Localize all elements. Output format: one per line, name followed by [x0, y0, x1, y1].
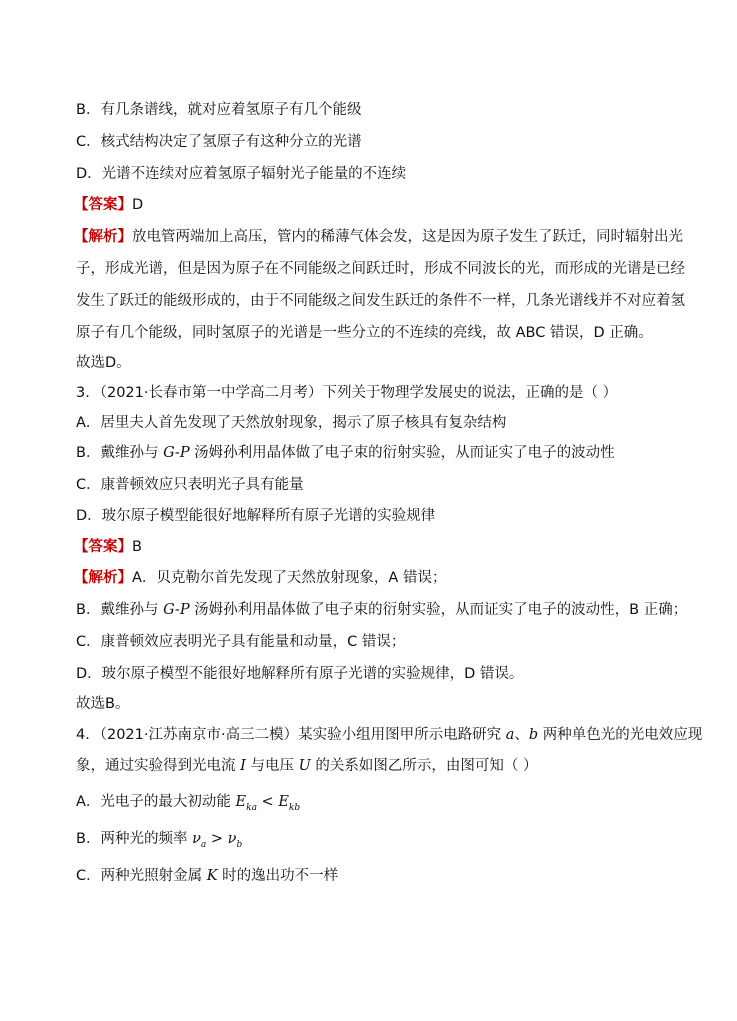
q2-analysis-line-2: 子，形成光谱，但是因为原子在不同能级之间跃迁时，形成不同波长的光，而形成的光谱是已经: [76, 261, 685, 277]
variable-a: a: [505, 727, 515, 743]
math-expression: [235, 794, 301, 813]
text: 两种单色光的光电效应现: [538, 727, 703, 743]
subscript: a: [200, 839, 207, 850]
text: 时的逸出功不一样: [217, 868, 339, 884]
text: B．戴维孙与: [76, 602, 164, 618]
subscript: kb: [288, 802, 301, 813]
operator: <: [256, 794, 279, 810]
variable-b: b: [528, 727, 539, 743]
q3-option-b: [76, 443, 615, 463]
italic-term: G-P: [163, 602, 190, 618]
q2-option-c: C．核式结构决定了氢原子有这种分立的光谱: [76, 134, 362, 150]
symbol: E: [235, 794, 247, 810]
q4-option-a: [76, 792, 300, 818]
q2-answer: [74, 195, 143, 215]
math-expression: [192, 831, 243, 850]
variable-u: U: [298, 758, 311, 774]
analysis-tag: 【解析】: [74, 570, 132, 586]
text: 、: [514, 727, 529, 743]
q3-option-c: C．康普顿效应只表明光子具有能量: [76, 477, 304, 493]
q4-option-c: [76, 866, 338, 886]
analysis-tag: 【解析】: [74, 229, 132, 245]
q3-analysis-b: [76, 600, 687, 620]
q2-analysis-line-4: 原子有几个能级，同时氢原子的光谱是一些分立的不连续的亮线，故 ABC 错误，D 正确。: [76, 325, 653, 341]
text: 象，通过实验得到光电流: [76, 758, 241, 774]
q2-option-b: B．有几条谱线，就对应着氢原子有几个能级: [76, 102, 362, 118]
text: 汤姆孙利用晶体做了电子束的衍射实验，从而证实了电子的波动性: [189, 445, 615, 461]
subscript: b: [236, 839, 243, 850]
q2-option-d: D．光谱不连续对应着氢原子辐射光子能量的不连续: [76, 166, 407, 182]
symbol: ν: [192, 831, 201, 847]
answer-tag: 【答案】: [74, 197, 132, 213]
symbol: ν: [227, 831, 237, 847]
q4-stem-line-1: [76, 725, 702, 745]
italic-term: G-P: [163, 445, 190, 461]
answer-value: D: [132, 197, 144, 213]
q2-conclusion: 故选D。: [76, 355, 131, 371]
text: B．两种光的频率: [76, 831, 193, 847]
variable-k: K: [206, 868, 218, 884]
variable-i: I: [240, 758, 246, 774]
symbol: E: [278, 794, 289, 810]
analysis-text: A．贝克勒尔首先发现了天然放射现象，A 错误；: [132, 570, 447, 586]
q3-analysis-c: C．康普顿效应表明光子具有能量和动量，C 错误；: [76, 634, 406, 650]
text: 4．（2021·江苏南京市·高三二模）某实验小组用图甲所示电路研究: [76, 727, 506, 743]
q2-analysis-line-3: 发生了跃迁的能级形成的，由于不同能级之间发生跃迁的条件不一样，几条光谱线并不对应着氢: [76, 293, 685, 309]
q3-stem: 3．（2021·长春市第一中学高二月考）下列关于物理学发展史的说法，正确的是（ ）: [76, 385, 618, 401]
answer-value: B: [132, 539, 142, 555]
q3-option-a: A．居里夫人首先发现了天然放射现象，揭示了原子核具有复杂结构: [76, 415, 507, 431]
q4-stem-line-2: [76, 756, 538, 776]
text: 汤姆孙利用晶体做了电子束的衍射实验，从而证实了电子的波动性，B 正确；: [189, 602, 688, 618]
subscript: ka: [246, 802, 257, 813]
q3-answer: [74, 537, 142, 557]
q3-analysis-d: D．玻尔原子模型不能很好地解释所有原子光谱的实验规律，D 错误。: [76, 666, 524, 682]
q3-analysis-a: [74, 568, 446, 588]
q3-option-d: D．玻尔原子模型能很好地解释所有原子光谱的实验规律: [76, 508, 436, 524]
text: A．光电子的最大初动能: [76, 794, 236, 810]
q3-conclusion: 故选B。: [76, 696, 130, 712]
answer-tag: 【答案】: [74, 539, 132, 555]
q4-option-b: [76, 829, 242, 855]
q2-analysis-line-1: [74, 227, 683, 247]
operator: >: [206, 831, 228, 847]
text: B．戴维孙与: [76, 445, 164, 461]
text: 与电压: [245, 758, 299, 774]
text: 的关系如图乙所示，由图可知（ ）: [310, 758, 538, 774]
analysis-text: 放电管两端加上高压，管内的稀薄气体会发，这是因为原子发生了跃迁，同时辐射出光: [132, 229, 683, 245]
text: C．两种光照射金属: [76, 868, 207, 884]
